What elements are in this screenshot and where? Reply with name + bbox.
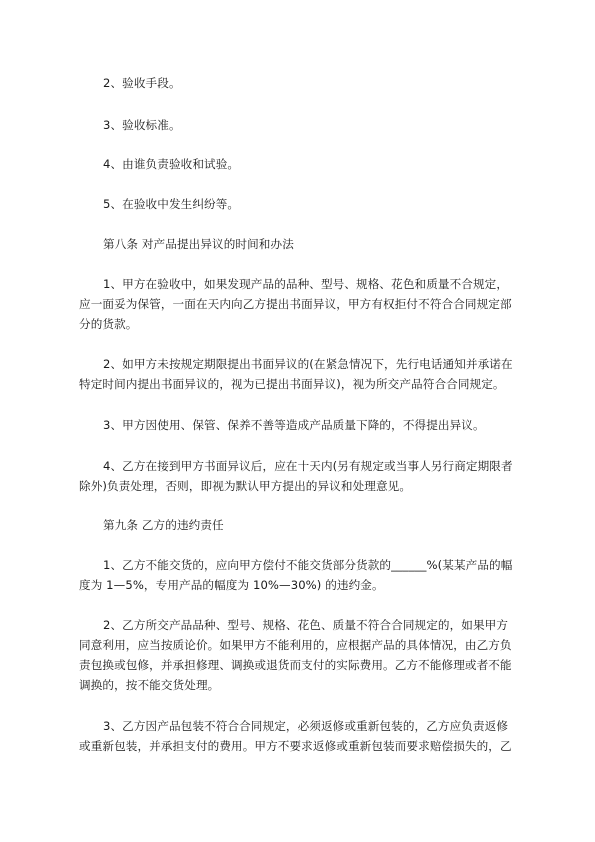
article-8-paragraph-2 [79,354,523,394]
text-line: 应一面妥为保管，一面在天内向乙方提出书面异议，甲方有权拒付不符合合同规定部 [79,297,512,311]
text-line: 第九条 乙方的违约责任 [103,518,224,532]
text-line: 2、乙方所交产品品种、型号、规格、花色、质量不符合合同规定的，如果甲方 [103,618,509,632]
text-line: 同意利用，应当按质论价。如果甲方不能利用的，应根据产品的具体情况，由乙方负 [79,638,512,652]
clause-item-2 [103,73,523,93]
text-line: 4、乙方在接到甲方书面异议后，应在十天内(另有规定或当事人另行商定期限者 [103,459,513,473]
text-line: 5、在验收中发生纠纷等。 [103,197,240,211]
text-line: 分的货款。 [79,317,138,331]
clause-item-4 [103,154,523,174]
text-line: 3、验收标准。 [103,118,181,132]
text-line: 2、如甲方未按规定期限提出书面异议的(在紧急情况下，先行电话通知并承诺在 [103,357,513,371]
text-line: 调换的，按不能交货处理。 [79,678,220,692]
text-line: 4、由谁负责验收和试验。 [103,157,240,171]
article-8-paragraph-1 [79,274,523,334]
text-line: 除外)负责处理，否则，即视为默认甲方提出的异议和处理意见。 [79,479,412,493]
clause-item-5 [103,194,523,214]
article-8-heading [103,234,523,254]
text-line: 3、甲方因使用、保管、保养不善等造成产品质量下降的，不得提出异议。 [103,418,485,432]
article-9-heading [103,515,523,535]
article-9-paragraph-2 [79,615,523,695]
clause-item-3 [103,115,523,135]
text-line: 第八条 对产品提出异议的时间和办法 [103,237,294,251]
text-line: 度为 1—5%，专用产品的幅度为 10%—30%) 的违约金。 [79,578,384,592]
text-line: 或重新包装，并承担支付的费用。甲方不要求返修或重新包装而要求赔偿损失的，乙 [79,739,512,753]
text-line: 责包换或包修，并承担修理、调换或退货而支付的实际费用。乙方不能修理或者不能 [79,658,512,672]
text-line: 1、乙方不能交货的，应向甲方偿付不能交货部分货款的______%(某某产品的幅 [103,558,513,572]
article-9-paragraph-3 [79,716,523,756]
text-line: 特定时间内提出书面异议的，视为已提出书面异议)，视为所交产品符合合同规定。 [79,377,505,391]
text-line: 1、甲方在验收中，如果发现产品的品种、型号、规格、花色和质量不合规定， [103,277,509,291]
article-8-paragraph-3 [103,415,523,435]
text-line: 2、验收手段。 [103,76,181,90]
text-line: 3、乙方因产品包装不符合合同规定，必须返修或重新包装的，乙方应负责返修 [103,719,509,733]
article-8-paragraph-4 [79,456,523,496]
article-9-paragraph-1 [79,555,523,595]
